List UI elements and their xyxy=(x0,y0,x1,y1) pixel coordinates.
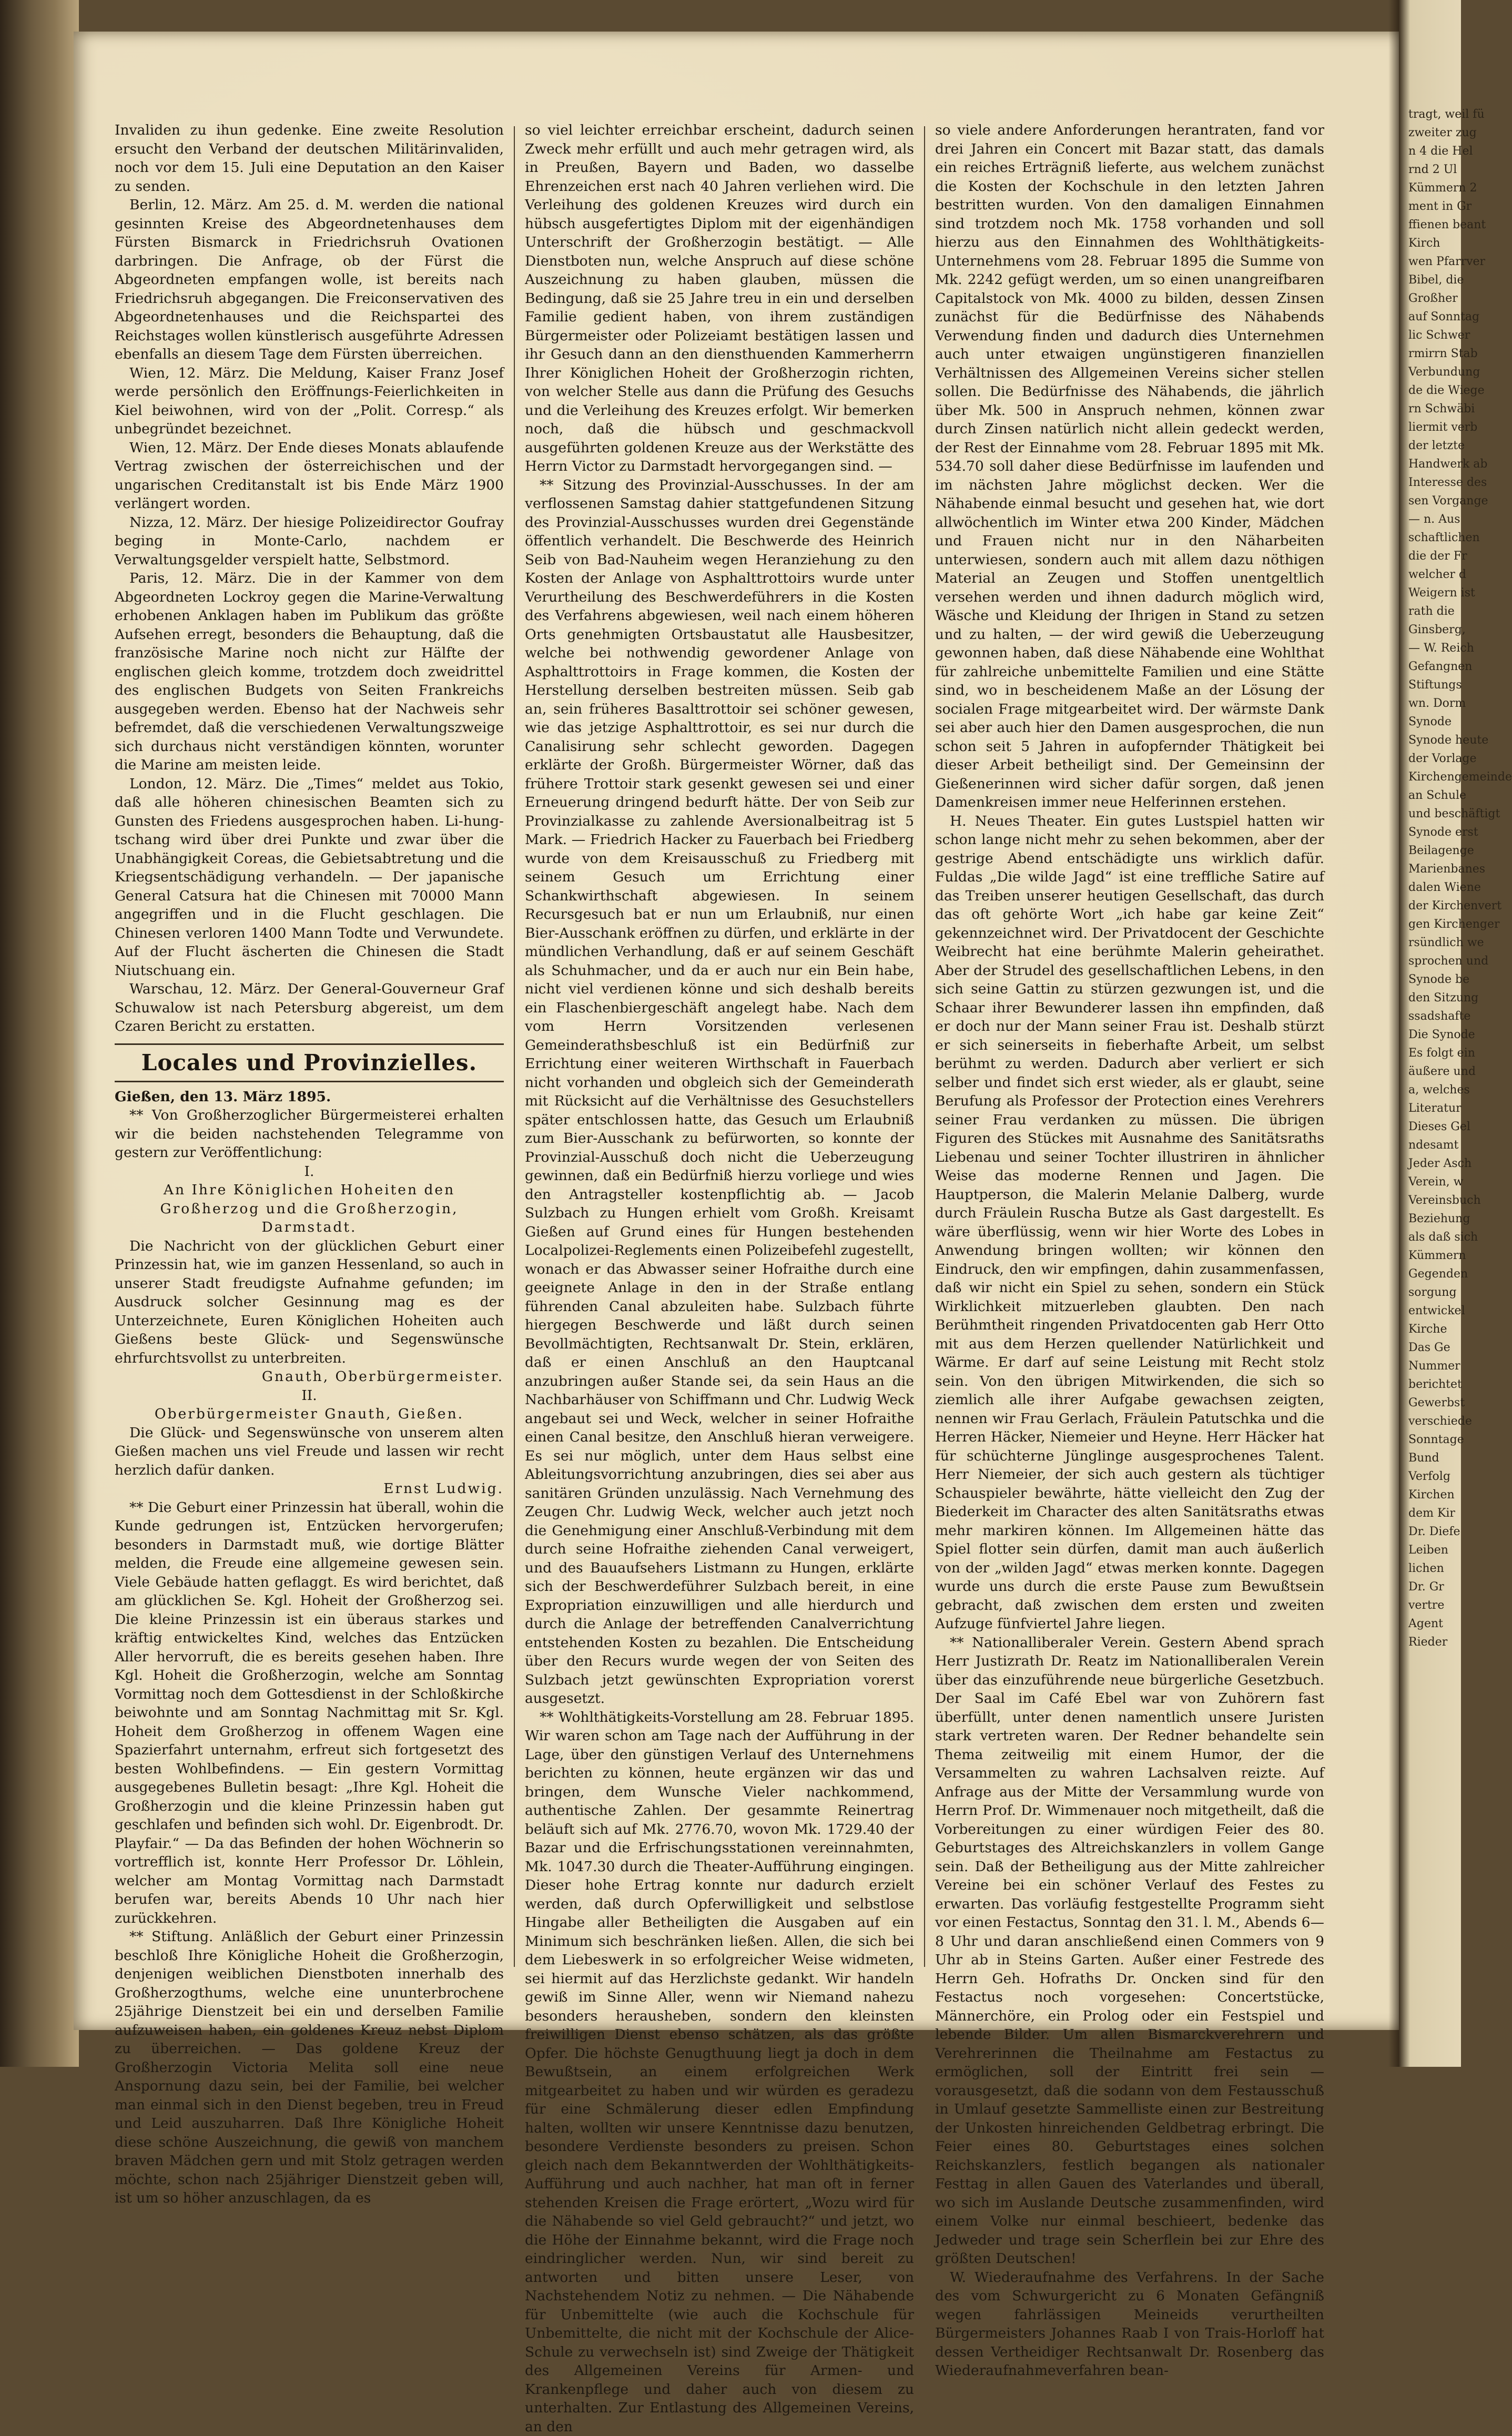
neighbor-text-fragment: verschiede xyxy=(1408,1412,1459,1430)
neighbor-text-fragment: die der Fr xyxy=(1408,547,1459,565)
neighbor-text-fragment: Synode xyxy=(1408,713,1459,731)
neighbor-text-fragment: ssadshafte xyxy=(1408,1007,1459,1026)
neighbor-text-fragment: Marienbanes xyxy=(1408,860,1459,878)
article-wien-2: Wien, 12. März. Der Ende dieses Monats ablaufende Vertrag zwischen der österreichischen und der ungarischen Creditanstalt ist bis Ende März 1900 verlängert worden. xyxy=(115,439,504,513)
article-wohlthaetigkeit-cont: so viele andere Anforderungen herantraten, fand vor drei Jahren ein Concert mit Bazar statt, das damals ein reiches Erträgniß lieferte, aus welchem zunächst die Kosten der Kochschule in den letzten Jahren bestritten wurden. Von den damaligen Einnahmen sind trotzdem noch Mk. 1758 vorhanden und soll hierzu aus den Einnahmen des Wohlthätigkeits-Unternehmens vom 28. Februar 1895 die Summe von Mk. 2242 gefügt werden, um so einen unangreifbaren Capitalstock von Mk. 4000 zu bilden, dessen Zinsen zunächst für die Bedürfnisse des Nähabends Verwendung finden und dadurch dies Unternehmen auch unter etwaigen ungünstigeren finanziellen Verhältnissen des Allgemeinen Vereins sicher stellen sollen. Die Bedürfnisse des Nähabends, die jährlich über Mk. 500 in Anspruch nehmen, können zwar durch Zinsen natürlich nicht allein gedeckt werden, der Rest der Einnahme vom 28. Februar 1895 mit Mk. 534.70 soll daher diese Bedürfnisse im laufenden und im nächsten Jahre möglichst decken. Wer die Nähabende einmal besucht und gesehen hat, wie dort allwöchentlich im Winter etwa 200 Kinder, Mädchen und Frauen nicht nur in den Näharbeiten unterwiesen, sondern auch mit allem dazu nöthigen Material an Zeugen und Stoffen unentgeltlich versehen werden und ihnen dadurch möglich wird, Wäsche und Kleidung der Ihrigen in Stand zu setzen und zu halten, — der wird gewiß die Ueberzeugung gewonnen haben, daß diese Nähabende eine Wohlthat für zahlreiche unbemittelte Familien und eine Stätte sind, wo in bescheidenem Maße an der Lösung der socialen Frage mitgearbeitet wird. Der wärmste Dank sei aber auch hier den Damen ausgesprochen, die nun schon seit 5 Jahren in aufopfernder Thätigkeit bei dieser Arbeit betheiligt sind. Der Gemeinsinn der Gießenerinnen wird sicher dafür sorgen, daß jenen Damenkreisen immer neue Helferinnen erstehen. xyxy=(935,121,1324,812)
neighbor-text-fragment: welcher d xyxy=(1408,565,1459,584)
neighbor-text-fragment: Gewerbst xyxy=(1408,1394,1459,1412)
neighbor-text-fragment: entwickel xyxy=(1408,1302,1459,1320)
neighbor-page-text xyxy=(1408,105,1459,1651)
neighbor-text-fragment: Die Synode xyxy=(1408,1026,1459,1044)
neighbor-text-fragment: Beilagenge xyxy=(1408,841,1459,860)
neighbor-text-fragment: sorgung xyxy=(1408,1283,1459,1302)
neighbor-text-fragment: Verbundung xyxy=(1408,363,1459,381)
article-geburt-prinzessin: ** Die Geburt einer Prinzessin hat überall, wohin die Kunde gedrungen ist, Entzücken hervorgerufen; besonders in Darmstadt muß, wie dortige Blätter melden, die Freude eine allgemeine gewesen sein. Viele Gebäude hatten geflaggt. Es wird berichtet, daß am glücklichen Se. Kgl. Hoheit der Großherzog sei. Die kleine Prinzessin ist ein überaus starkes und kräftig entwickeltes Kind, welches das Entzücken Aller hervorruft, die es bereits gesehen haben. Ihre Kgl. Hoheit die Großherzogin, welche am Sonntag Vormittag noch dem Gottesdienst in der Schloßkirche beiwohnte und am Sonntag Nachmittag mit Sr. Kgl. Hoheit dem Großherzog in offenem Wagen eine Spazierfahrt unternahm, erfreut sich fortgesetzt des besten Wohlbefindens. — Ein gestern Vormittag ausgegebenes Bulletin besagt: „Ihre Kgl. Hoheit die Großherzogin und die kleine Prinzessin haben gut geschlafen und befinden sich wohl. Dr. Eigenbrodt. Dr. Playfair.“ — Da das Befinden der hohen Wöchnerin so vortrefflich ist, konnte Herr Professor Dr. Löhlein, welcher am Montag Vormittag nach Darmstadt berufen war, bereits Abends 10 Uhr nach hier zurückkehren. xyxy=(115,1498,504,1928)
article-wiederaufnahme: W. Wiederaufnahme des Verfahrens. In der Sache des vom Schwurgericht zu 6 Monaten Gefängniß wegen fahrlässigen Meineids verurtheilten Bürgermeisters Johannes Raab I von Trais-Horloff hat dessen Vertheidiger Rechtsanwalt Dr. Rosenberg das Wiederaufnahmeverfahren bean- xyxy=(935,2268,1324,2380)
neighbor-text-fragment: Nummer xyxy=(1408,1357,1459,1375)
neighbor-text-fragment: Handwerk ab xyxy=(1408,455,1459,473)
neighbor-text-fragment: ment in Gr xyxy=(1408,197,1459,216)
neighbor-text-fragment: Stiftungs xyxy=(1408,676,1459,694)
neighbor-text-fragment: Kümmern 2 xyxy=(1408,179,1459,197)
neighbor-text-fragment: der Vorlage xyxy=(1408,749,1459,768)
neighbor-text-fragment: Kirch xyxy=(1408,234,1459,252)
neighbor-text-fragment: dalen Wiene xyxy=(1408,878,1459,897)
neighbor-text-fragment: Verein, w xyxy=(1408,1173,1459,1191)
telegram-1-text: Die Nachricht von der glücklichen Geburt einer Prinzessin hat, wie im ganzen Hessenland, so auch in unserer Stadt freudigste Aufnahme gefunden; im Ausdruck solcher Gesinnung mag es der Unterzeichnete, Euren Königlichen Hoheiten auch Gießens beste Glück- und Segenswünsche ehrfurchtsvollst zu unterbreiten. xyxy=(115,1237,504,1368)
neighbor-text-fragment: n 4 die Hel xyxy=(1408,142,1459,160)
telegram-1-signature: Gnauth, Oberbürgermeister. xyxy=(115,1367,504,1386)
neighbor-text-fragment: Kümmern xyxy=(1408,1246,1459,1265)
dateline: Gießen, den 13. März 1895. xyxy=(115,1088,504,1107)
neighbor-text-fragment: zweiter zug xyxy=(1408,124,1459,142)
neighbor-text-fragment: Sonntage xyxy=(1408,1430,1459,1449)
book-binding xyxy=(0,0,79,2067)
neighbor-text-fragment: ffienen beant xyxy=(1408,216,1459,234)
article-london: London, 12. März. Die „Times“ meldet aus Tokio, daß alle höheren chinesischen Beamten sich zu Gunsten des Friedens ausgesprochen haben. Li-hung-tschang wird über drei Punkte und zwar über die Unabhängigkeit Coreas, die Gebietsabtretung und die Kriegsentschädigung verhandeln. — Der japanische General Catsura hat die Chinesen mit 70000 Mann angegriffen und in die Flucht geschlagen. Die Chinesen verloren 1400 Mann Todte und Verwundete. Auf der Flucht äscherten die Chinesen die Stadt Niutschuang ein. xyxy=(115,775,504,980)
neighbor-text-fragment: an Schule xyxy=(1408,786,1459,805)
neighbor-text-fragment: Weigern ist xyxy=(1408,584,1459,602)
neighbor-text-fragment: lic Schwer xyxy=(1408,326,1459,344)
neighbor-text-fragment: Kirchengemeinde xyxy=(1408,768,1459,786)
neighbor-text-fragment: Dieses Gel xyxy=(1408,1118,1459,1136)
telegram-2-text: Die Glück- und Segenswünsche von unserem alten Gießen machen uns viel Freude und lassen wir recht herzlich dafür danken. xyxy=(115,1424,504,1480)
neighbor-text-fragment: auf Sonntag xyxy=(1408,308,1459,326)
neighbor-text-fragment: der letzte xyxy=(1408,437,1459,455)
neighbor-text-fragment: Agent xyxy=(1408,1615,1459,1633)
neighbor-text-fragment: — n. Aus xyxy=(1408,510,1459,529)
article-stiftung: ** Stiftung. Anläßlich der Geburt einer Prinzessin beschloß Ihre Königliche Hoheit die Großherzogin, denjenigen weiblichen Dienstboten innerhalb des Großherzogthums, welche eine ununterbrochene 25jährige Dienstzeit bei ein und derselben Familie aufzuweisen haben, ein goldenes Kreuz nebst Diplom zu überreichen. — Das goldene Kreuz der Großherzogin Victoria Melita soll eine neue Anspornung dazu sein, bei der Familie, bei welcher man einmal sich in den Dienst begeben, treu in Freud und Leid auszuharren. Daß Ihre Königliche Hoheit diese schöne Auszeichnung, die gewiß von manchem braven Mädchen gern und mit Stolz getragen werden möchte, schon nach 25jähriger Dienstzeit geben will, ist um so höher anzuschlagen, da es xyxy=(115,1927,504,2208)
neighbor-text-fragment: rsündlich we xyxy=(1408,933,1459,952)
neighbor-text-fragment: wen Pfarrver xyxy=(1408,252,1459,271)
article-neues-theater: H. Neues Theater. Ein gutes Lustspiel hatten wir schon lange nicht mehr zu sehen bekommen, aber der gestrige Abend entschädigte uns wirklich dafür. Fuldas „Die wilde Jagd“ ist eine treffliche Satire auf das Treiben unserer heutigen Gesellschaft, das durch das oft gehörte Wort „ich habe gar keine Zeit“ gekennzeichnet wird. Der Privatdocent der Geschichte Weibrecht hat eine berühmte Malerin geheirathet. Aber der Strudel des gesellschaftlichen Lebens, in den sich seine Gattin zu stürzen gezwungen ist, und die Schaar ihrer Bewunderer lassen ihn empfinden, daß er doch nur der Mann seiner Frau ist. Deshalb stürzt er sich seinerseits in fieberhafte Arbeit, um selbst berühmt zu werden. Dadurch aber verliert er sich selber und findet sich erst wieder, als er glaubt, seine Berufung als Professor der Protection eines Verehrers seiner Frau verdanken zu müssen. Die übrigen Figuren des Stückes mit Ausnahme des Sanitätsraths Liebenau und seiner Tochter illustriren in ähnlicher Weise das moderne Rennen und Jagen. Die Hauptperson, die Malerin Melanie Dalberg, wurde durch Fräulein Ruscha Butze als Gast dargestellt. Es wäre überflüssig, wenn wir hier Worte des Lobes in Anwendung bringen wollten; wir können den Eindruck, den wir empfingen, dahin zusammenfassen, daß wir nicht ein Spiel zu sehen, sondern ein Stück Wirklichkeit mitzuerleben glaubten. Den nach Berühmtheit ringenden Privatdocenten gab Herr Otto mit aus dem Herzen quellender Natürlichkeit und Wärme. Er darf auf seine Leistung mit Recht stolz sein. Von den übrigen Mitwirkenden, die sich so ziemlich alle ihrer Aufgabe gewachsen zeigten, nennen wir Frau Gerlach, Fräulein Patutschka und die Herren Häcker, Niemeier und Heyne. Herr Häcker hat für schüchterne Jünglinge ausgesprochenes Talent. Herr Niemeier, der sich auch gestern als tüchtiger Schauspieler bewährte, hätte vielleicht den Zug der Biederkeit im Character des alten Sanitätsraths etwas mehr markiren können. Im Allgemeinen hätte das Spiel flotter sein dürfen, damit man auch äußerlich von der „wilden Jagd“ etwas merken konnte. Dagegen wurde uns durch die erste Pause zum Bewußtsein gebracht, daß zwischen dem ersten und zweiten Aufzuge fünfviertel Jahre liegen. xyxy=(935,812,1324,1633)
section-heading: Locales und Provinzielles. xyxy=(115,1043,504,1082)
article-invaliden: Invaliden zu ihun gedenke. Eine zweite Resolution ersucht den Verband der deutschen Militärinvaliden, noch vor dem 15. Juli eine Deputation an den Kaiser zu senden. xyxy=(115,121,504,196)
neighbor-page-edge xyxy=(1399,0,1461,2067)
neighbor-text-fragment: Jeder Asch xyxy=(1408,1154,1459,1173)
neighbor-text-fragment: Rieder xyxy=(1408,1633,1459,1651)
neighbor-text-fragment: Synode be xyxy=(1408,970,1459,989)
neighbor-text-fragment: de die Wiege xyxy=(1408,381,1459,400)
neighbor-text-fragment: Das Ge xyxy=(1408,1338,1459,1357)
neighbor-text-fragment: ndesamt xyxy=(1408,1136,1459,1154)
column-rule xyxy=(924,126,925,1967)
article-warschau: Warschau, 12. März. Der General-Gouverneur Graf Schuwalow ist nach Petersburg abgereist, um dem Czaren Bericht zu erstatten. xyxy=(115,980,504,1036)
neighbor-text-fragment: Bibel, die xyxy=(1408,271,1459,289)
column-2 xyxy=(525,121,914,1972)
neighbor-text-fragment: und beschäftigt xyxy=(1408,805,1459,823)
article-buergermeisterei: ** Von Großherzoglicher Bürgermeisterei erhalten wir die beiden nachstehenden Telegramme von gestern zur Veröffentlichung: xyxy=(115,1106,504,1162)
telegram-1-number: I. xyxy=(115,1162,504,1181)
neighbor-text-fragment: der Kirchenvert xyxy=(1408,897,1459,915)
neighbor-text-fragment: Großher xyxy=(1408,289,1459,308)
neighbor-text-fragment: — W. Reich xyxy=(1408,639,1459,657)
neighbor-text-fragment: Leiben xyxy=(1408,1541,1459,1559)
neighbor-text-fragment: rath die xyxy=(1408,602,1459,621)
neighbor-text-fragment: Kirche xyxy=(1408,1320,1459,1338)
neighbor-text-fragment: Gefangnen xyxy=(1408,657,1459,676)
neighbor-text-fragment: Synode erst xyxy=(1408,823,1459,841)
article-stiftung-cont: so viel leichter erreichbar erscheint, dadurch seinen Zweck mehr erfüllt und auch mehr getragen wird, als in Preußen, Bayern und Baden, wo dasselbe Ehrenzeichen erst nach 40 Jahren verliehen wird. Die Verleihung des goldenen Kreuzes wird durch ein hübsch ausgefertigtes Diplom mit der eigenhändigen Unterschrift der Großherzogin bestätigt. — Alle Dienstboten nun, welche Anspruch auf diese schöne Auszeichnung zu haben glauben, müssen die Bedingung, daß sie 25 Jahre treu in ein und derselben Familie gedient haben, von ihrem zuständigen Bürgermeister oder Polizeiamt bestätigen lassen und ihr Gesuch dann an den diensthuenden Kammerherrn Ihrer Königlichen Hoheit der Großherzogin richten, von welcher Stelle aus dann die Prüfung des Gesuchs und die Verleihung des Kreuzes erfolgt. Wir bemerken noch, daß die hübsch und geschmackvoll ausgeführten goldenen Kreuze aus der Werkstätte des Herrn Victor zu Darmstadt hervorgegangen sind. — xyxy=(525,121,914,476)
neighbor-text-fragment: Kirchen xyxy=(1408,1486,1459,1504)
neighbor-text-fragment: rmirrn Stab xyxy=(1408,344,1459,363)
neighbor-text-fragment: als daß sich xyxy=(1408,1228,1459,1246)
article-paris: Paris, 12. März. Die in der Kammer von dem Abgeordneten Lockroy gegen die Marine-Verwaltung erhobenen Anklagen haben im Publikum das größte Aufsehen erregt, besonders die Behauptung, daß die französische Marine noch nicht zur Hälfte der englischen gleich komme, trotzdem doch zweidrittel des englischen Budgets von Seiten Frankreichs ausgegeben werden. Ebenso hat der Nachweis sehr befremdet, daß die verschiedenen Verwaltungszweige sich durchaus nicht verständigen könnten, worunter die Marine am meisten leide. xyxy=(115,569,504,775)
neighbor-text-fragment: vertre xyxy=(1408,1596,1459,1615)
neighbor-text-fragment: a, welches xyxy=(1408,1081,1459,1099)
neighbor-text-fragment: lichen xyxy=(1408,1559,1459,1578)
neighbor-text-fragment: liermit verb xyxy=(1408,418,1459,437)
page-gutter-shadow xyxy=(1388,0,1399,2067)
neighbor-text-fragment: berichtet xyxy=(1408,1375,1459,1394)
neighbor-text-fragment: gen Kirchenger xyxy=(1408,915,1459,933)
telegram-1-address: An Ihre Königlichen Hoheiten den Großherzog und die Großherzogin, Darmstadt. xyxy=(115,1181,504,1237)
neighbor-text-fragment: Vereinsbuch xyxy=(1408,1191,1459,1210)
neighbor-text-fragment: rnd 2 Ul xyxy=(1408,160,1459,179)
telegram-2-signature: Ernst Ludwig. xyxy=(115,1479,504,1498)
article-berlin: Berlin, 12. März. Am 25. d. M. werden die national gesinnten Kreise des Abgeordnetenhauses dem Fürsten Bismarck in Friedrichsruh Ovationen darbringen. Die Anfrage, ob der Fürst die Abgeordneten empfangen wolle, ist bereits nach Friedrichsruh abgegangen. Die Freiconservativen des Abgeordnetenhauses und die Reichspartei des Reichstages wollen künstlerisch ausgeführte Adressen ebenfalls an diesem Tage dem Fürsten überreichen. xyxy=(115,196,504,364)
article-provinzial-ausschuss: ** Sitzung des Provinzial-Ausschusses. In der am verflossenen Samstag dahier stattgefundenen Sitzung des Provinzial-Ausschusses wurden drei Gegenstände öffentlich verhandelt. Die Beschwerde des Heinrich Seib von Bad-Nauheim wegen Heranziehung zu den Kosten der Anlage von Asphalttrottoirs wurde unter Verurtheilung des Beschwerdeführers in die Kosten des Verfahrens abgewiesen, weil nach einem höheren Orts genehmigten Ortsbaustatut alle Hausbesitzer, welche bei nothwendig gewordener Anlage von Asphalttrottoirs in Frage kommen, die Kosten der Herstellung derselben bestreiten müssen. Seib gab an, sein früheres Basalttrottoir sei schöner gewesen, wie das jetzige Asphalttrottoir, es sei nur durch die Canalisirung sehr schlecht geworden. Dagegen erklärte der Großh. Bürgermeister Wörner, daß das frühere Trottoir stark gesenkt gewesen sei und einer Erneuerung dringend bedurft hätte. Der von Seib zur Provinzialkasse zu zahlende Aversionalbeitrag ist 5 Mark. — Friedrich Hacker zu Fauerbach bei Friedberg wurde von dem Kreisausschuß zu Friedberg mit seinem Gesuch um Errichtung einer Schankwirthschaft abgewiesen. In seinem Recursgesuch bat er nun um Erlaubniß, nur einen Bier-Ausschank eröffnen zu dürfen, und erklärte in der mündlichen Verhandlung, daß er auf seinem Geschäft als Schuhmacher, und da er auch nur ein Bein habe, nicht viel verdienen könne und sich deshalb bereits ein Flaschenbiergeschäft angelegt habe. Nach dem vom Herrn Vorsitzenden verlesenen Gemeinderathsbeschluß ist ein Bedürfniß zur Errichtung einer weiteren Wirthschaft in Fauerbach nicht vorhanden und obgleich sich der Gemeinderath mit Rücksicht auf die Verhältnisse des Gesuchstellers später entschlossen hatte, das Gesuch um Erlaubniß zum Bier-Ausschank zu befürworten, so konnte der Provinzial-Ausschuß doch nicht die Ueberzeugung gewinnen, daß ein Bedürfniß hierzu vorliege und wies den Antragsteller kostenpflichtig ab. — Jacob Sulzbach zu Hungen erhielt vom Großh. Kreisamt Gießen auf Grund eines für Hungen bestehenden Localpolizei-Reglements einen Polizeibefehl zugestellt, wonach er das Abwasser seiner Hofraithe durch eine geeignete Anlage in den in der Straße entlang führenden Canal abzuleiten habe. Sulzbach führte hiergegen Beschwerde und läßt durch seinen Bevollmächtigten, Rechtsanwalt Dr. Stein, erklären, daß er einen Anschluß an den Hauptcanal anzubringen außer Stande sei, da sein Haus an die Nachbarhäuser von Schiffmann und Chr. Ludwig Weck angebaut sei und Weck, welcher in seiner Hofraithe einen Canal besitze, den Anschluß hieran verweigere. Es sei nur möglich, unter dem Haus selbst eine Ableitungsvorrichtung anzubringen, dies sei aber aus sanitären Gründen unzulässig. Nach Vernehmung des Zeugen Chr. Ludwig Weck, welcher auch jetzt noch die Genehmigung einer Anschluß-Verbindung mit dem durch seine Hofraithe ziehenden Canal verweigert, und des Bauaufsehers Listmann zu Hungen, erklärte sich der Beschwerdeführer Sulzbach bereit, in eine Expropriation einzuwilligen und alle hierdurch und durch die Anlage der betreffenden Canalverrichtung entstehenden Kosten zu bezahlen. Die Entscheidung über den Recurs wurde wegen der von Seiten des Sulzbach jetzt gewünschten Expropriation vorerst ausgesetzt. xyxy=(525,476,914,1708)
telegram-2-number: II. xyxy=(115,1386,504,1405)
neighbor-text-fragment: Interesse des xyxy=(1408,473,1459,492)
neighbor-text-fragment: Es folgt ein xyxy=(1408,1044,1459,1062)
neighbor-text-fragment: Synode heute xyxy=(1408,731,1459,749)
article-wohlthaetigkeit: ** Wohlthätigkeits-Vorstellung am 28. Februar 1895. Wir waren schon am Tage nach der Aufführung in der Lage, über den günstigen Verlauf des Unternehmens berichten zu können, heute ergänzen wir das und bringen, dem Wunsche Vieler nachkommend, authentische Zahlen. Der gesammte Reinertrag beläuft sich auf Mk. 2776.70, wovon Mk. 1729.40 der Bazar und die Erfrischungsstationen vereinnahmten, Mk. 1047.30 durch die Theater-Aufführung eingingen. Dieser hohe Ertrag konnte nur dadurch erzielt werden, daß durch Opferwilligkeit und selbstlose Hingabe aller Betheiligten die Ausgaben auf ein Minimum sich beschränken ließen. Allen, die sich bei dem Liebeswerk in so erfolgreicher Weise widmeten, sei hiermit auf das Herzlichste gedankt. Wir handeln gewiß im Sinne Aller, wenn wir Niemand nahezu besonders herausheben, sondern den kleinsten freiwilligen Dienst ebenso schätzen, als das größte Opfer. Die höchste Genugthuung liegt ja doch in dem Bewußtsein, an einem erfolgreichen Werk mitgearbeitet zu haben und wir würden es geradezu für eine Schmälerung dieser edlen Empfindung halten, wollten wir unsere Kenntnisse dazu benutzen, besondere Verdienste besonders zu preisen. Schon gleich nach dem Bekanntwerden der Wohlthätigkeits-Aufführung und auch nachher, hat man oft in ferner stehenden Kreisen die Frage erörtert, „Wozu wird für die Nähabende so viel Geld gebraucht?“ und jetzt, wo die Höhe der Einnahme bekannt, wird die Frage noch eindringlicher werden. Nun, wir sind bereit zu antworten und bitten unsere Leser, von Nachstehendem Notiz zu nehmen. — Die Nähabende für Unbemittelte (wie auch die Kochschule für Unbemittelte, die nicht mit der Kochschule der Alice-Schule zu verwechseln ist) sind Zweige der Thätigkeit des Allgemeinen Vereins für Armen- und Krankenpflege und daher auch von diesem zu unterhalten. Zur Entlastung des Allgemeinen Vereins, an den xyxy=(525,1708,914,2436)
neighbor-text-fragment: den Sitzung xyxy=(1408,989,1459,1007)
neighbor-text-fragment: Verfolg xyxy=(1408,1467,1459,1486)
neighbor-text-fragment: Ginsberg, xyxy=(1408,621,1459,639)
neighbor-text-fragment: tragt, weil fü xyxy=(1408,105,1459,124)
neighbor-text-fragment: wn. Dorm xyxy=(1408,694,1459,713)
neighbor-text-fragment: Dr. Diefe xyxy=(1408,1522,1459,1541)
neighbor-text-fragment: sen Vorgange xyxy=(1408,492,1459,510)
telegram-2-address: Oberbürgermeister Gnauth, Gießen. xyxy=(115,1405,504,1424)
neighbor-text-fragment: Beziehung xyxy=(1408,1210,1459,1228)
neighbor-text-fragment: Literatur xyxy=(1408,1099,1459,1118)
article-nizza: Nizza, 12. März. Der hiesige Polizeidirector Goufray beging in Monte-Carlo, nachdem er Verwaltungsgelder verspielt hatte, Selbstmord. xyxy=(115,513,504,570)
neighbor-text-fragment: schaftlichen xyxy=(1408,529,1459,547)
neighbor-text-fragment: Bund xyxy=(1408,1449,1459,1467)
neighbor-text-fragment: rn Schwäbi xyxy=(1408,400,1459,418)
neighbor-text-fragment: sprochen und xyxy=(1408,952,1459,970)
column-rule xyxy=(514,126,515,1967)
neighbor-text-fragment: äußere und xyxy=(1408,1062,1459,1081)
neighbor-text-fragment: Gegenden xyxy=(1408,1265,1459,1283)
article-wien-1: Wien, 12. März. Die Meldung, Kaiser Franz Josef werde persönlich den Eröffnungs-Feierlichkeiten in Kiel beiwohnen, wird von der „Polit. Corresp.“ als unbegründet bezeichnet. xyxy=(115,364,504,439)
article-nationalliberaler-verein: ** Nationalliberaler Verein. Gestern Abend sprach Herr Justizrath Dr. Reatz im Nationalliberalen Verein über das einzuführende neue bürgerliche Gesetzbuch. Der Saal im Café Ebel war von Zuhörern fast überfüllt, unter denen namentlich unsere Juristen stark vertreten waren. Der Redner behandelte sein Thema zeitweilig mit einem Humor, der die Versammelten zu wahren Lachsalven reizte. Auf Anfrage aus der Mitte der Versammlung wurde von Herrn Prof. Dr. Wimmenauer noch mitgetheilt, daß die Vorbereitungen zu einer würdigen Feier des 80. Geburtstages des Altreichskanzlers in vollem Gange sein. Daß der Betheiligung aus der Mitte zahlreicher Vereine bei ein schöner Verlauf des Festes zu erwarten. Das vorläufig festgestellte Programm sieht vor einen Festactus, Sonntag den 31. l. M., Abends 6—8 Uhr und daran anschließend einen Commers von 9 Uhr ab in Steins Garten. Außer einer Festrede des Herrn Geh. Hofraths Dr. Oncken sind für den Festactus noch vorgesehen: Concertstücke, Männerchöre, ein Prolog oder ein Festspiel und lebende Bilder. Um allen Bismarckverehrern und Verehrerinnen die Theilnahme am Festactus zu ermöglichen, soll der Eintritt frei sein — vorausgesetzt, daß die sodann von dem Festausschuß in Umlauf gesetzte Sammelliste einen zur Bestreitung der Unkosten hinreichenden Geldbetrag erbringt. Die Feier eines 80. Geburtstages eines solchen Reichskanzlers, festlich begangen als nationaler Festtag in allen Gauen des Vaterlandes und überall, wo sich im Auslande Deutsche zusammenfinden, wird einem Volke nur einmal beschieert, bedenke das Jedweder und trage sein Scherflein bei zur Ehre des größten Deutschen! xyxy=(935,1633,1324,2268)
column-3 xyxy=(935,121,1324,1972)
column-1 xyxy=(115,121,504,1972)
neighbor-text-fragment: dem Kir xyxy=(1408,1504,1459,1522)
newspaper-page xyxy=(74,32,1409,2030)
neighbor-text-fragment: Dr. Gr xyxy=(1408,1578,1459,1596)
